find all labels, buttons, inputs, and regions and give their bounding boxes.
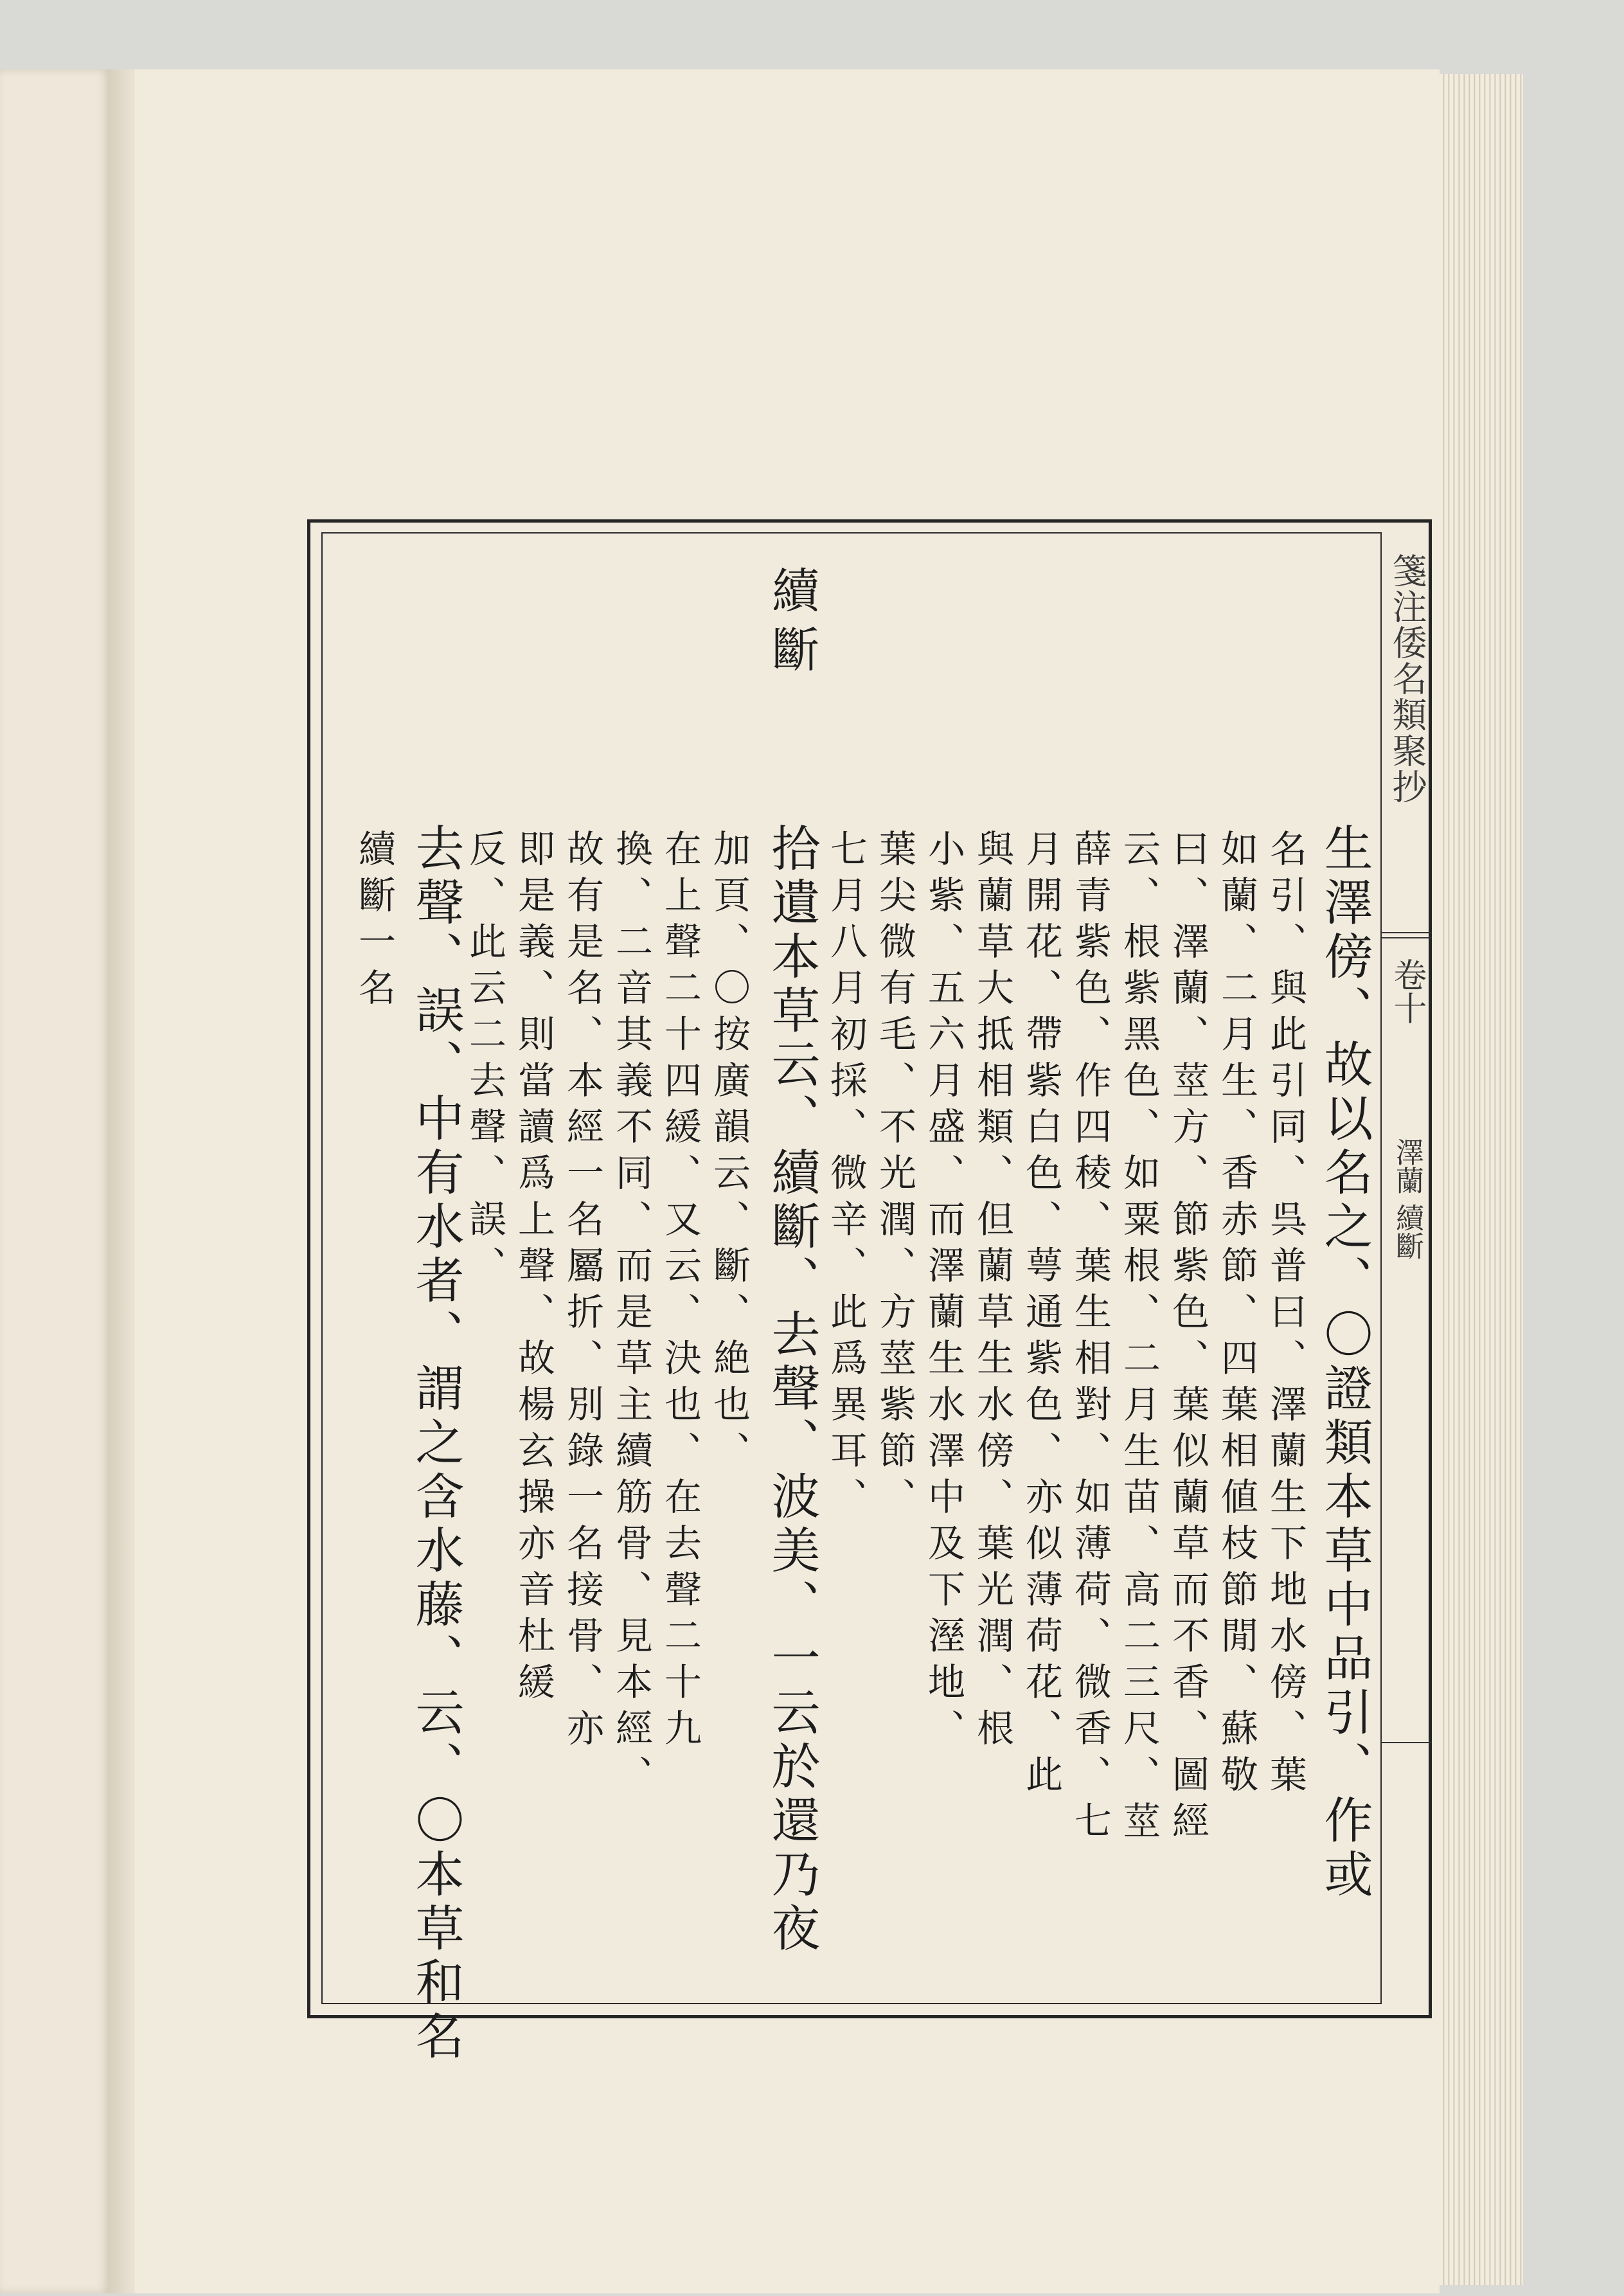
text-column: 如蘭、二月生、香赤節、四葉相値枝節閒、蘇敬 xyxy=(1215,829,1258,1801)
text-column: 即是義、則當讀爲上聲、故楊玄操亦音杜緩 xyxy=(512,829,555,1709)
page-edges xyxy=(1440,74,1523,2285)
text-column: 換、二音其義不同、而是草主續筋骨、見本經、 xyxy=(609,829,653,1801)
text-column: 續斷一名 xyxy=(352,829,396,1014)
text-column: 在上聲二十四緩、又云、決也、在去聲二十九 xyxy=(658,829,702,1755)
text-column: 云、根紫黑色、如粟根、二月生苗、高二三尺、莖 xyxy=(1117,829,1161,1847)
text-column: 曰、澤蘭、莖方、節紫色、葉似蘭草而不香、圖經 xyxy=(1166,829,1209,1847)
head-separator xyxy=(1382,1742,1432,1743)
section-names: 澤蘭 續斷 xyxy=(1391,1138,1423,1260)
text-column: 生澤傍、故以名之、〇證類本草中品引、作或 xyxy=(1316,823,1373,1903)
text-column: 拾遺本草云、續斷、去聲、波美、一云於還乃夜 xyxy=(763,823,821,1957)
running-head xyxy=(1382,534,1432,2004)
text-column: 故有是名、本經一名屬折、別錄一名接骨、亦 xyxy=(560,829,604,1755)
text-column: 葉尖微有毛、不光潤、方莖紫節、 xyxy=(873,829,916,1523)
text-column: 七月八月初採、微辛、此爲異耳、 xyxy=(824,829,868,1523)
head-separator xyxy=(1382,937,1432,938)
left-page xyxy=(0,69,109,2293)
volume-label: 卷十 xyxy=(1388,958,1426,1025)
text-column: 小紫、五六月盛、而澤蘭生水澤中及下溼地、 xyxy=(922,829,965,1755)
text-column: 名引、與此引同、呉普曰、澤蘭生下地水傍、葉 xyxy=(1263,829,1307,1801)
text-column: 反、此云二去聲、誤、 xyxy=(463,829,506,1292)
book-gutter xyxy=(109,69,135,2293)
text-column: 月開花、帶紫白色、萼通紫色、亦似薄荷花、此 xyxy=(1019,829,1063,1801)
text-column: 去聲、誤、中有水者、謂之含水藤、云、〇本草和名 xyxy=(407,823,465,2065)
main-text xyxy=(325,553,1373,2065)
book-title: 箋注倭名類聚抄 xyxy=(1387,553,1427,805)
text-column: 薛青紫色、作四稜、葉生相對、如薄荷、微香、七 xyxy=(1068,829,1112,1847)
entry-heading: 續斷 xyxy=(764,566,819,684)
text-column: 與蘭草大抵相類、但蘭草生水傍、葉光潤、根 xyxy=(970,829,1014,1755)
head-separator xyxy=(1382,932,1432,933)
text-column: 加頁、〇按廣韻云、斷、絶也、 xyxy=(707,829,751,1477)
